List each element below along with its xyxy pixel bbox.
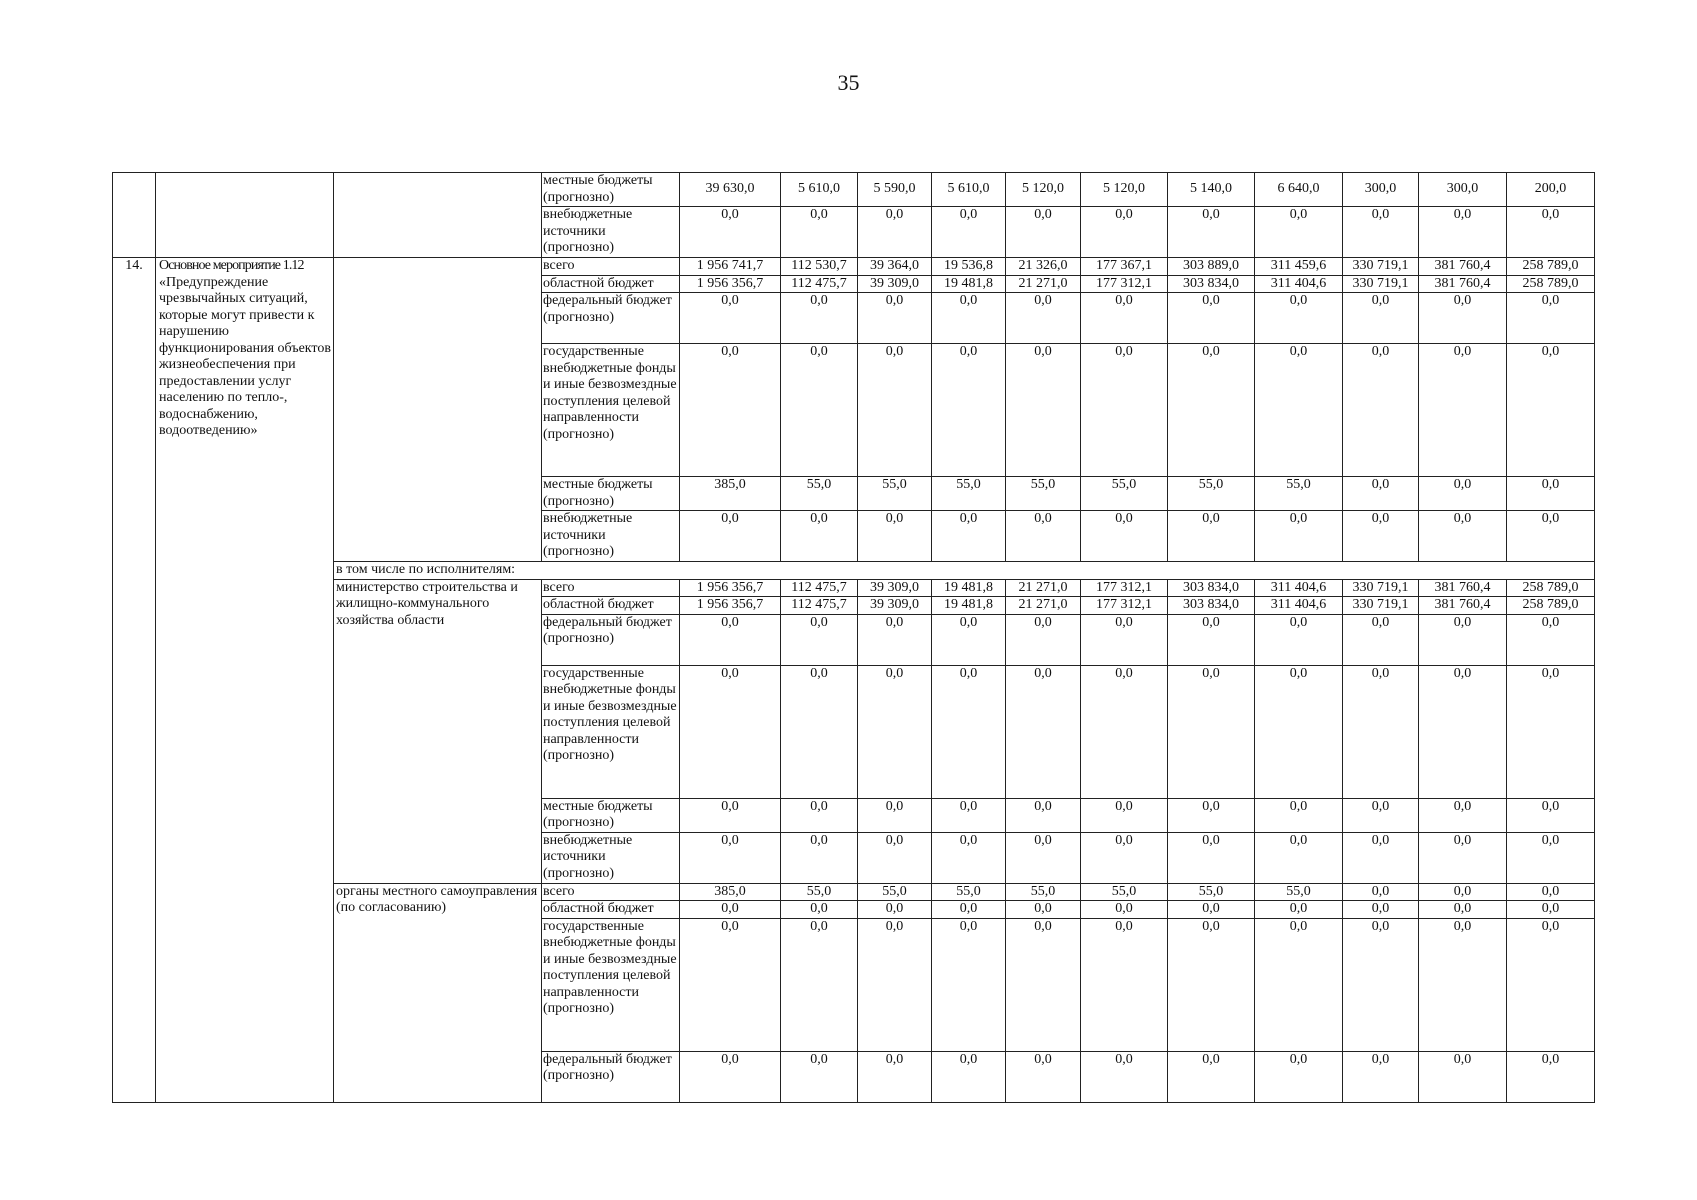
value-cell: 0,0 xyxy=(1343,207,1419,258)
value-cell: 0,0 xyxy=(1419,665,1507,798)
value-cell: 0,0 xyxy=(1081,207,1168,258)
including-executors-label: в том числе по исполнителям: xyxy=(334,562,680,580)
value-cell: 330 719,1 xyxy=(1343,275,1419,293)
value-cell: 0,0 xyxy=(680,614,781,665)
value-cell: 0,0 xyxy=(680,918,781,1051)
value-cell: 39 309,0 xyxy=(858,579,932,597)
value-cell: 19 536,8 xyxy=(932,258,1006,276)
value-cell: 385,0 xyxy=(680,883,781,901)
executor-cell xyxy=(334,173,542,258)
funding-source-cell: всего xyxy=(542,258,680,276)
value-cell: 0,0 xyxy=(1507,511,1595,562)
value-cell: 0,0 xyxy=(1006,207,1081,258)
value-cell: 0,0 xyxy=(1343,1051,1419,1102)
value-cell: 0,0 xyxy=(1419,477,1507,511)
value-cell: 0,0 xyxy=(1255,918,1343,1051)
value-cell: 0,0 xyxy=(1006,1051,1081,1102)
table-row xyxy=(113,579,1595,597)
measure-cell xyxy=(156,173,334,258)
funding-source-cell: государственные внебюджетные фонды и иные безвозмездные поступления целевой направленности (прогнозно) xyxy=(542,665,680,798)
value-cell: 0,0 xyxy=(1081,344,1168,477)
value-cell: 0,0 xyxy=(1343,344,1419,477)
value-cell: 330 719,1 xyxy=(1343,597,1419,615)
value-cell: 0,0 xyxy=(1419,207,1507,258)
value-cell: 0,0 xyxy=(1006,901,1081,919)
value-cell: 0,0 xyxy=(781,798,858,832)
value-cell: 0,0 xyxy=(1343,665,1419,798)
value-cell: 0,0 xyxy=(1343,883,1419,901)
value-cell: 0,0 xyxy=(781,344,858,477)
value-cell: 55,0 xyxy=(1255,477,1343,511)
value-cell: 0,0 xyxy=(1255,1051,1343,1102)
funding-source-cell: федеральный бюджет (прогнозно) xyxy=(542,293,680,344)
value-cell: 258 789,0 xyxy=(1507,597,1595,615)
value-cell: 5 590,0 xyxy=(858,173,932,207)
value-cell: 21 271,0 xyxy=(1006,579,1081,597)
value-cell: 0,0 xyxy=(1006,918,1081,1051)
value-cell: 5 610,0 xyxy=(932,173,1006,207)
funding-source-cell: государственные внебюджетные фонды и иные безвозмездные поступления целевой направленности (прогнозно) xyxy=(542,344,680,477)
value-cell: 0,0 xyxy=(1419,344,1507,477)
value-cell: 0,0 xyxy=(932,511,1006,562)
value-cell: 5 610,0 xyxy=(781,173,858,207)
value-cell: 0,0 xyxy=(1081,918,1168,1051)
value-cell: 55,0 xyxy=(1006,477,1081,511)
value-cell: 258 789,0 xyxy=(1507,579,1595,597)
funding-source-cell: областной бюджет xyxy=(542,597,680,615)
funding-source-cell: областной бюджет xyxy=(542,901,680,919)
value-cell: 112 530,7 xyxy=(781,258,858,276)
value-cell: 39 630,0 xyxy=(680,173,781,207)
value-cell: 0,0 xyxy=(1507,918,1595,1051)
value-cell: 1 956 356,7 xyxy=(680,275,781,293)
value-cell: 300,0 xyxy=(1343,173,1419,207)
value-cell: 330 719,1 xyxy=(1343,258,1419,276)
value-cell: 0,0 xyxy=(1081,798,1168,832)
value-cell: 0,0 xyxy=(932,665,1006,798)
value-cell: 0,0 xyxy=(1006,293,1081,344)
value-cell: 177 312,1 xyxy=(1081,579,1168,597)
value-cell: 0,0 xyxy=(1255,832,1343,883)
value-cell: 0,0 xyxy=(1507,614,1595,665)
measure-title xyxy=(156,258,334,1103)
value-cell: 0,0 xyxy=(932,614,1006,665)
value-cell: 0,0 xyxy=(858,511,932,562)
value-cell: 0,0 xyxy=(1081,511,1168,562)
value-cell: 0,0 xyxy=(781,832,858,883)
value-cell: 0,0 xyxy=(1081,901,1168,919)
value-cell: 55,0 xyxy=(1081,883,1168,901)
executor-name: министерство строительства и жилищно-коммунального хозяйства области xyxy=(334,579,542,883)
value-cell: 258 789,0 xyxy=(1507,275,1595,293)
value-cell: 0,0 xyxy=(1168,1051,1255,1102)
value-cell: 0,0 xyxy=(781,901,858,919)
value-cell: 0,0 xyxy=(1255,207,1343,258)
value-cell: 0,0 xyxy=(1006,614,1081,665)
funding-source-cell: всего xyxy=(542,883,680,901)
value-cell: 0,0 xyxy=(1255,614,1343,665)
value-cell: 0,0 xyxy=(1419,918,1507,1051)
value-cell: 385,0 xyxy=(680,477,781,511)
value-cell: 0,0 xyxy=(1507,901,1595,919)
value-cell: 0,0 xyxy=(1419,901,1507,919)
value-cell: 0,0 xyxy=(1255,798,1343,832)
funding-source-cell: местные бюджеты (прогнозно) xyxy=(542,173,680,207)
value-cell: 0,0 xyxy=(1507,293,1595,344)
value-cell: 0,0 xyxy=(1006,511,1081,562)
value-cell: 303 834,0 xyxy=(1168,275,1255,293)
value-cell: 55,0 xyxy=(1168,883,1255,901)
value-cell: 0,0 xyxy=(1168,511,1255,562)
value-cell: 0,0 xyxy=(932,832,1006,883)
including-row-filler xyxy=(680,562,1595,580)
value-cell: 300,0 xyxy=(1419,173,1507,207)
value-cell: 21 326,0 xyxy=(1006,258,1081,276)
value-cell: 0,0 xyxy=(1081,665,1168,798)
value-cell: 0,0 xyxy=(858,901,932,919)
value-cell: 55,0 xyxy=(781,477,858,511)
value-cell: 311 459,6 xyxy=(1255,258,1343,276)
value-cell: 5 140,0 xyxy=(1168,173,1255,207)
value-cell: 0,0 xyxy=(1255,665,1343,798)
value-cell: 0,0 xyxy=(1507,798,1595,832)
funding-source-cell: внебюджетные источники (прогнозно) xyxy=(542,832,680,883)
value-cell: 311 404,6 xyxy=(1255,579,1343,597)
value-cell: 258 789,0 xyxy=(1507,258,1595,276)
value-cell: 0,0 xyxy=(1507,1051,1595,1102)
value-cell: 1 956 356,7 xyxy=(680,597,781,615)
value-cell: 0,0 xyxy=(680,1051,781,1102)
value-cell: 0,0 xyxy=(1343,798,1419,832)
value-cell: 311 404,6 xyxy=(1255,275,1343,293)
value-cell: 0,0 xyxy=(858,1051,932,1102)
value-cell: 0,0 xyxy=(932,1051,1006,1102)
value-cell: 5 120,0 xyxy=(1081,173,1168,207)
measure-title-text: «Предупреждение чрезвычайных ситуаций, которые могут привести к нарушению функционирования объектов жизнеобеспечения при предоставлении услуг населению по тепло-, водоснабжению, водоотведению» xyxy=(159,274,331,438)
value-cell: 0,0 xyxy=(1168,293,1255,344)
value-cell: 303 834,0 xyxy=(1168,579,1255,597)
value-cell: 0,0 xyxy=(1081,293,1168,344)
value-cell: 0,0 xyxy=(1419,293,1507,344)
funding-source-cell: местные бюджеты (прогнозно) xyxy=(542,798,680,832)
funding-source-cell: федеральный бюджет (прогнозно) xyxy=(542,1051,680,1102)
value-cell: 0,0 xyxy=(1419,798,1507,832)
funding-source-cell: областной бюджет xyxy=(542,275,680,293)
value-cell: 0,0 xyxy=(858,344,932,477)
value-cell: 0,0 xyxy=(1168,918,1255,1051)
table-row xyxy=(113,562,1595,580)
value-cell: 19 481,8 xyxy=(932,275,1006,293)
value-cell: 0,0 xyxy=(781,293,858,344)
value-cell: 0,0 xyxy=(680,344,781,477)
measure-title-line1: Основное мероприятие 1.12 xyxy=(159,258,304,273)
value-cell: 0,0 xyxy=(1255,344,1343,477)
value-cell: 0,0 xyxy=(1081,614,1168,665)
executor-cell xyxy=(334,258,542,562)
value-cell: 39 309,0 xyxy=(858,597,932,615)
value-cell: 0,0 xyxy=(1255,901,1343,919)
value-cell: 5 120,0 xyxy=(1006,173,1081,207)
value-cell: 200,0 xyxy=(1507,173,1595,207)
value-cell: 0,0 xyxy=(1343,614,1419,665)
value-cell: 0,0 xyxy=(1343,918,1419,1051)
value-cell: 55,0 xyxy=(1006,883,1081,901)
value-cell: 0,0 xyxy=(1507,477,1595,511)
value-cell: 0,0 xyxy=(932,344,1006,477)
value-cell: 381 760,4 xyxy=(1419,597,1507,615)
value-cell: 0,0 xyxy=(1343,901,1419,919)
value-cell: 19 481,8 xyxy=(932,597,1006,615)
value-cell: 0,0 xyxy=(858,918,932,1051)
value-cell: 21 271,0 xyxy=(1006,275,1081,293)
value-cell: 0,0 xyxy=(1168,207,1255,258)
value-cell: 381 760,4 xyxy=(1419,579,1507,597)
value-cell: 0,0 xyxy=(781,665,858,798)
value-cell: 55,0 xyxy=(858,883,932,901)
value-cell: 1 956 741,7 xyxy=(680,258,781,276)
funding-source-cell: федеральный бюджет (прогнозно) xyxy=(542,614,680,665)
value-cell: 0,0 xyxy=(858,614,932,665)
value-cell: 0,0 xyxy=(1343,832,1419,883)
value-cell: 177 312,1 xyxy=(1081,275,1168,293)
value-cell: 0,0 xyxy=(1419,511,1507,562)
value-cell: 55,0 xyxy=(1081,477,1168,511)
funding-source-cell: внебюджетные источники (прогнозно) xyxy=(542,511,680,562)
value-cell: 55,0 xyxy=(1255,883,1343,901)
value-cell: 55,0 xyxy=(781,883,858,901)
value-cell: 0,0 xyxy=(858,798,932,832)
value-cell: 0,0 xyxy=(680,511,781,562)
value-cell: 1 956 356,7 xyxy=(680,579,781,597)
value-cell: 0,0 xyxy=(680,798,781,832)
value-cell: 55,0 xyxy=(858,477,932,511)
value-cell: 55,0 xyxy=(932,477,1006,511)
value-cell: 0,0 xyxy=(680,293,781,344)
value-cell: 0,0 xyxy=(1343,511,1419,562)
value-cell: 55,0 xyxy=(1168,477,1255,511)
value-cell: 0,0 xyxy=(781,511,858,562)
value-cell: 19 481,8 xyxy=(932,579,1006,597)
value-cell: 0,0 xyxy=(858,207,932,258)
value-cell: 303 834,0 xyxy=(1168,597,1255,615)
value-cell: 0,0 xyxy=(1255,511,1343,562)
value-cell: 0,0 xyxy=(781,207,858,258)
funding-source-cell: всего xyxy=(542,579,680,597)
value-cell: 0,0 xyxy=(680,901,781,919)
value-cell: 0,0 xyxy=(932,918,1006,1051)
value-cell: 0,0 xyxy=(781,1051,858,1102)
value-cell: 0,0 xyxy=(1006,665,1081,798)
value-cell: 0,0 xyxy=(1081,1051,1168,1102)
budget-table xyxy=(112,172,1595,1103)
value-cell: 0,0 xyxy=(1006,798,1081,832)
value-cell: 112 475,7 xyxy=(781,597,858,615)
value-cell: 39 309,0 xyxy=(858,275,932,293)
value-cell: 0,0 xyxy=(781,918,858,1051)
value-cell: 0,0 xyxy=(1168,901,1255,919)
value-cell: 0,0 xyxy=(1168,798,1255,832)
value-cell: 0,0 xyxy=(1507,207,1595,258)
budget-table-body xyxy=(113,173,1595,1103)
value-cell: 39 364,0 xyxy=(858,258,932,276)
value-cell: 0,0 xyxy=(1507,832,1595,883)
value-cell: 0,0 xyxy=(680,832,781,883)
value-cell: 55,0 xyxy=(932,883,1006,901)
value-cell: 177 367,1 xyxy=(1081,258,1168,276)
value-cell: 303 889,0 xyxy=(1168,258,1255,276)
value-cell: 0,0 xyxy=(1343,477,1419,511)
value-cell: 0,0 xyxy=(1419,1051,1507,1102)
value-cell: 0,0 xyxy=(932,293,1006,344)
number-cell xyxy=(113,173,156,258)
funding-source-cell: местные бюджеты (прогнозно) xyxy=(542,477,680,511)
page-number: 35 xyxy=(837,70,860,95)
value-cell: 0,0 xyxy=(932,901,1006,919)
value-cell: 0,0 xyxy=(1507,883,1595,901)
table-row xyxy=(113,883,1595,901)
value-cell: 0,0 xyxy=(1081,832,1168,883)
value-cell: 0,0 xyxy=(1343,293,1419,344)
value-cell: 0,0 xyxy=(1006,344,1081,477)
value-cell: 0,0 xyxy=(932,207,1006,258)
value-cell: 0,0 xyxy=(1419,832,1507,883)
table-row xyxy=(113,258,1595,276)
value-cell: 0,0 xyxy=(1507,665,1595,798)
measure-number: 14. xyxy=(113,258,156,1103)
value-cell: 0,0 xyxy=(1507,344,1595,477)
value-cell: 0,0 xyxy=(858,832,932,883)
value-cell: 21 271,0 xyxy=(1006,597,1081,615)
value-cell: 0,0 xyxy=(1168,832,1255,883)
value-cell: 6 640,0 xyxy=(1255,173,1343,207)
funding-source-cell: государственные внебюджетные фонды и иные безвозмездные поступления целевой направленности (прогнозно) xyxy=(542,918,680,1051)
value-cell: 177 312,1 xyxy=(1081,597,1168,615)
value-cell: 381 760,4 xyxy=(1419,275,1507,293)
value-cell: 0,0 xyxy=(858,665,932,798)
value-cell: 0,0 xyxy=(1168,614,1255,665)
value-cell: 0,0 xyxy=(858,293,932,344)
value-cell: 0,0 xyxy=(1006,832,1081,883)
value-cell: 112 475,7 xyxy=(781,275,858,293)
value-cell: 112 475,7 xyxy=(781,579,858,597)
value-cell: 0,0 xyxy=(680,207,781,258)
value-cell: 0,0 xyxy=(781,614,858,665)
value-cell: 330 719,1 xyxy=(1343,579,1419,597)
value-cell: 0,0 xyxy=(1419,614,1507,665)
value-cell: 0,0 xyxy=(1255,293,1343,344)
value-cell: 381 760,4 xyxy=(1419,258,1507,276)
executor-name: органы местного самоуправления (по согласованию) xyxy=(334,883,542,1102)
table-row xyxy=(113,173,1595,207)
value-cell: 311 404,6 xyxy=(1255,597,1343,615)
value-cell: 0,0 xyxy=(1419,883,1507,901)
funding-source-cell: внебюджетные источники (прогнозно) xyxy=(542,207,680,258)
value-cell: 0,0 xyxy=(1168,665,1255,798)
value-cell: 0,0 xyxy=(932,798,1006,832)
value-cell: 0,0 xyxy=(1168,344,1255,477)
value-cell: 0,0 xyxy=(680,665,781,798)
